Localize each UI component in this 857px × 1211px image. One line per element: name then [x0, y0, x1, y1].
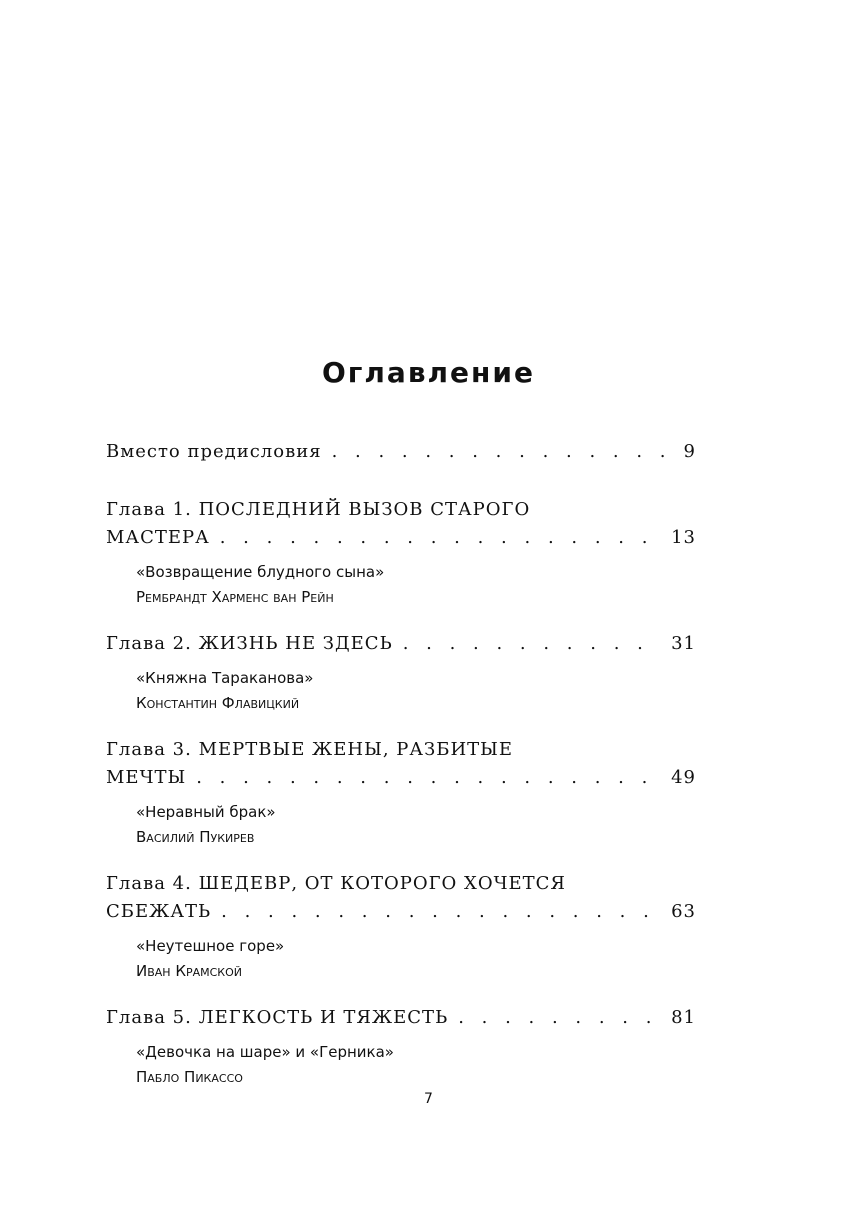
toc-entry-title: Глава 3. МЕРТВЫЕ ЖЕНЫ, РАЗБИТЫЕ — [106, 739, 514, 760]
toc-entry-title-cont: МЕЧТЫ — [106, 767, 187, 788]
toc-entry-line — [106, 524, 696, 552]
toc-entry-chapter-5[interactable] — [106, 1004, 696, 1090]
toc-entry-line — [106, 736, 696, 764]
dot-leader — [220, 524, 661, 552]
toc-entry-title-cont: МАСТЕРА — [106, 527, 210, 548]
dot-leader — [221, 898, 661, 926]
artist-name: Пабло Пикассо — [136, 1068, 243, 1086]
dot-leader — [458, 1004, 661, 1032]
artist-name: Василий Пукирев — [136, 828, 255, 846]
toc-entry-page: 31 — [671, 633, 696, 654]
toc-entry-title: Глава 4. ШЕДЕВР, ОТ КОТОРОГО ХОЧЕТСЯ — [106, 873, 566, 894]
toc-title: Оглавление — [321, 356, 535, 389]
toc-entry-chapter-3[interactable] — [106, 736, 696, 850]
toc-entry-page: 13 — [671, 527, 696, 548]
toc-entry-title: Вместо предисловия — [106, 441, 322, 462]
toc-entry-line — [106, 870, 696, 898]
toc-entry-chapter-1[interactable] — [106, 496, 696, 610]
toc-entry-line — [106, 1004, 696, 1032]
toc-entry-preface[interactable] — [106, 438, 696, 466]
toc-entry-page: 81 — [671, 1007, 696, 1028]
dot-leader — [196, 764, 661, 792]
toc-entry-title: Глава 5. ЛЕГКОСТЬ И ТЯЖЕСТЬ — [106, 1007, 449, 1028]
artwork-title: «Неравный брак» — [136, 803, 276, 821]
toc-entry-line — [106, 496, 696, 524]
page-number: 7 — [424, 1091, 433, 1107]
table-of-contents — [106, 438, 696, 1110]
artist-name: Иван Крамской — [136, 962, 243, 980]
artist-name: Константин Флавицкий — [136, 694, 300, 712]
toc-entry-subtitle — [136, 800, 696, 850]
artist-name: Рембрандт Харменс ван Рейн — [136, 588, 334, 606]
toc-entry-title: Глава 2. ЖИЗНЬ НЕ ЗДЕСЬ — [106, 633, 393, 654]
artwork-title: «Девочка на шаре» и «Герника» — [136, 1043, 394, 1061]
artwork-title: «Неутешное горе» — [136, 937, 285, 955]
dot-leader — [332, 438, 674, 466]
artwork-title: «Княжна Тараканова» — [136, 669, 314, 687]
toc-entry-chapter-4[interactable] — [106, 870, 696, 984]
toc-entry-line — [106, 438, 696, 466]
toc-entry-page: 9 — [683, 441, 696, 462]
artwork-title: «Возвращение блудного сына» — [136, 563, 385, 581]
toc-entry-page: 63 — [671, 901, 696, 922]
toc-entry-title: Глава 1. ПОСЛЕДНИЙ ВЫЗОВ СТАРОГО — [106, 499, 531, 520]
toc-entry-title-cont: СБЕЖАТЬ — [106, 901, 212, 922]
toc-entry-page: 49 — [671, 767, 696, 788]
dot-leader — [403, 630, 661, 658]
toc-entry-line — [106, 764, 696, 792]
toc-entry-subtitle — [136, 934, 696, 984]
toc-entry-subtitle — [136, 1040, 696, 1090]
toc-entry-subtitle — [136, 560, 696, 610]
toc-entry-line — [106, 630, 696, 658]
toc-entry-chapter-2[interactable] — [106, 630, 696, 716]
toc-entry-subtitle — [136, 666, 696, 716]
toc-entry-line — [106, 898, 696, 926]
